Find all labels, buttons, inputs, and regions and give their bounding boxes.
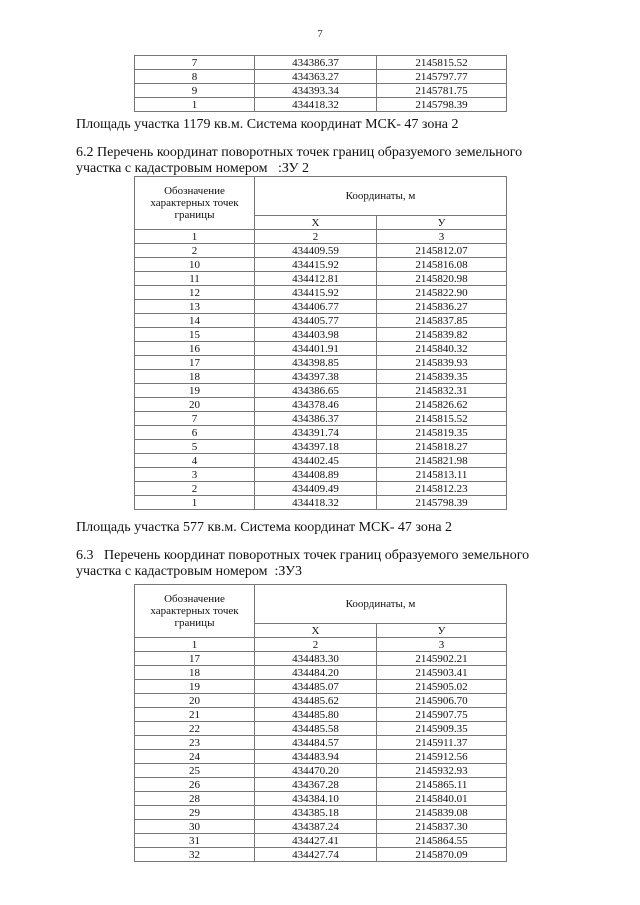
point-number-cell: 21: [135, 708, 255, 722]
column-number: 3: [377, 638, 507, 652]
x-coordinate-cell: 434415.92: [255, 286, 377, 300]
table-row: [135, 454, 507, 468]
y-coordinate-cell: 2145903.41: [377, 666, 507, 680]
point-number-cell: 14: [135, 314, 255, 328]
x-coordinate-cell: 434402.45: [255, 454, 377, 468]
column-header-coordinates: Координаты, м: [255, 585, 507, 624]
table-row: [135, 258, 507, 272]
point-number-cell: 19: [135, 680, 255, 694]
table-body: [135, 244, 507, 510]
table-row: [135, 468, 507, 482]
table-row: [135, 750, 507, 764]
x-coordinate-cell: 434386.37: [255, 412, 377, 426]
column-header-x: X: [255, 216, 377, 230]
table-body: [135, 652, 507, 862]
x-coordinate-cell: 434485.80: [255, 708, 377, 722]
point-number-cell: 1: [135, 496, 255, 510]
column-number: 1: [135, 638, 255, 652]
point-number-cell: 6: [135, 426, 255, 440]
x-coordinate-cell: 434397.18: [255, 440, 377, 454]
y-coordinate-cell: 2145781.75: [377, 84, 507, 98]
heading-line: 6.2 Перечень координат поворотных точек границ образуемого земельного: [76, 145, 523, 160]
x-coordinate-cell: 434409.49: [255, 482, 377, 496]
x-coordinate-cell: 434418.32: [255, 496, 377, 510]
y-coordinate-cell: 2145815.52: [377, 56, 507, 70]
point-number-cell: 5: [135, 440, 255, 454]
point-number-cell: 16: [135, 342, 255, 356]
y-coordinate-cell: 2145907.75: [377, 708, 507, 722]
table-row: [135, 694, 507, 708]
x-coordinate-cell: 434412.81: [255, 272, 377, 286]
column-header-coordinates: Координаты, м: [255, 177, 507, 216]
point-number-cell: 29: [135, 806, 255, 820]
point-number-cell: 17: [135, 652, 255, 666]
table-row: [135, 244, 507, 258]
point-number-cell: 15: [135, 328, 255, 342]
x-coordinate-cell: 434398.85: [255, 356, 377, 370]
y-coordinate-cell: 2145812.23: [377, 482, 507, 496]
x-coordinate-cell: 434485.07: [255, 680, 377, 694]
table-row: [135, 342, 507, 356]
y-coordinate-cell: 2145906.70: [377, 694, 507, 708]
y-coordinate-cell: 2145819.35: [377, 426, 507, 440]
point-number-cell: 28: [135, 792, 255, 806]
y-coordinate-cell: 2145905.02: [377, 680, 507, 694]
x-coordinate-cell: 434408.89: [255, 468, 377, 482]
area-statement-1: Площадь участка 1179 кв.м. Система координат МСК- 47 зона 2: [76, 117, 459, 132]
y-coordinate-cell: 2145839.35: [377, 370, 507, 384]
point-number-cell: 18: [135, 370, 255, 384]
y-coordinate-cell: 2145911.37: [377, 736, 507, 750]
x-coordinate-cell: 434418.32: [255, 98, 377, 112]
x-coordinate-cell: 434405.77: [255, 314, 377, 328]
x-coordinate-cell: 434415.92: [255, 258, 377, 272]
point-number-cell: 13: [135, 300, 255, 314]
x-coordinate-cell: 434397.38: [255, 370, 377, 384]
y-coordinate-cell: 2145820.98: [377, 272, 507, 286]
table-row: [135, 300, 507, 314]
section-heading-6-2: [76, 145, 586, 177]
point-number-cell: 25: [135, 764, 255, 778]
table-row: [135, 98, 507, 112]
heading-line: участка с кадастровым номером :ЗУ 2: [76, 161, 309, 176]
y-coordinate-cell: 2145864.55: [377, 834, 507, 848]
y-coordinate-cell: 2145821.98: [377, 454, 507, 468]
point-number-cell: 22: [135, 722, 255, 736]
y-coordinate-cell: 2145798.39: [377, 98, 507, 112]
x-coordinate-cell: 434403.98: [255, 328, 377, 342]
point-number-cell: 4: [135, 454, 255, 468]
point-number-cell: 9: [135, 84, 255, 98]
table-row: [135, 496, 507, 510]
column-header-points: Обозначение характерных точек границы: [135, 177, 255, 230]
column-number: 3: [377, 230, 507, 244]
point-number-cell: 31: [135, 834, 255, 848]
column-number: 1: [135, 230, 255, 244]
x-coordinate-cell: 434485.58: [255, 722, 377, 736]
point-number-cell: 10: [135, 258, 255, 272]
column-number: 2: [255, 230, 377, 244]
y-coordinate-cell: 2145840.01: [377, 792, 507, 806]
table-row: [135, 70, 507, 84]
y-coordinate-cell: 2145865.11: [377, 778, 507, 792]
table-row: [135, 736, 507, 750]
x-coordinate-cell: 434427.74: [255, 848, 377, 862]
x-coordinate-cell: 434367.28: [255, 778, 377, 792]
table-row: [135, 820, 507, 834]
column-header-points: Обозначение характерных точек границы: [135, 585, 255, 638]
y-coordinate-cell: 2145837.85: [377, 314, 507, 328]
point-number-cell: 12: [135, 286, 255, 300]
y-coordinate-cell: 2145812.07: [377, 244, 507, 258]
x-coordinate-cell: 434363.27: [255, 70, 377, 84]
point-number-cell: 7: [135, 412, 255, 426]
y-coordinate-cell: 2145839.82: [377, 328, 507, 342]
point-number-cell: 11: [135, 272, 255, 286]
table-row: [135, 722, 507, 736]
table-row: [135, 426, 507, 440]
table-row: [135, 482, 507, 496]
table-row: [135, 764, 507, 778]
x-coordinate-cell: 434483.30: [255, 652, 377, 666]
table-row: [135, 384, 507, 398]
x-coordinate-cell: 434393.34: [255, 84, 377, 98]
x-coordinate-cell: 434387.24: [255, 820, 377, 834]
x-coordinate-cell: 434385.18: [255, 806, 377, 820]
area-statement-2: Площадь участка 577 кв.м. Система координат МСК- 47 зона 2: [76, 520, 453, 535]
table-row: [135, 652, 507, 666]
x-coordinate-cell: 434386.37: [255, 56, 377, 70]
table-row: [135, 272, 507, 286]
y-coordinate-cell: 2145826.62: [377, 398, 507, 412]
y-coordinate-cell: 2145822.90: [377, 286, 507, 300]
y-coordinate-cell: 2145837.30: [377, 820, 507, 834]
y-coordinate-cell: 2145840.32: [377, 342, 507, 356]
column-number: 2: [255, 638, 377, 652]
table-row: [135, 328, 507, 342]
table-row: [135, 666, 507, 680]
table-row: [135, 848, 507, 862]
section-heading-6-3: [76, 548, 586, 580]
table-row: [135, 356, 507, 370]
table-row: [135, 834, 507, 848]
y-coordinate-cell: 2145836.27: [377, 300, 507, 314]
point-number-cell: 20: [135, 694, 255, 708]
table-row: [135, 314, 507, 328]
y-coordinate-cell: 2145797.77: [377, 70, 507, 84]
coordinates-table-continuation: [134, 55, 507, 112]
page-number: 7: [317, 28, 323, 40]
point-number-cell: 20: [135, 398, 255, 412]
x-coordinate-cell: 434391.74: [255, 426, 377, 440]
table-row: [135, 398, 507, 412]
point-number-cell: 8: [135, 70, 255, 84]
x-coordinate-cell: 434427.41: [255, 834, 377, 848]
point-number-cell: 2: [135, 482, 255, 496]
y-coordinate-cell: 2145816.08: [377, 258, 507, 272]
heading-line: участка с кадастровым номером :ЗУ3: [76, 564, 302, 579]
table-row: [135, 56, 507, 70]
x-coordinate-cell: 434484.57: [255, 736, 377, 750]
x-coordinate-cell: 434409.59: [255, 244, 377, 258]
x-coordinate-cell: 434484.20: [255, 666, 377, 680]
point-number-cell: 24: [135, 750, 255, 764]
column-header-y: У: [377, 624, 507, 638]
y-coordinate-cell: 2145815.52: [377, 412, 507, 426]
y-coordinate-cell: 2145818.27: [377, 440, 507, 454]
y-coordinate-cell: 2145798.39: [377, 496, 507, 510]
table-row: [135, 286, 507, 300]
x-coordinate-cell: 434406.77: [255, 300, 377, 314]
table-row: [135, 412, 507, 426]
coordinates-table-zu2: [134, 176, 507, 510]
x-coordinate-cell: 434470.20: [255, 764, 377, 778]
point-number-cell: 2: [135, 244, 255, 258]
table-row: [135, 708, 507, 722]
column-header-x: X: [255, 624, 377, 638]
table-row: [135, 792, 507, 806]
x-coordinate-cell: 434386.65: [255, 384, 377, 398]
y-coordinate-cell: 2145839.93: [377, 356, 507, 370]
table-row: [135, 84, 507, 98]
y-coordinate-cell: 2145870.09: [377, 848, 507, 862]
point-number-cell: 3: [135, 468, 255, 482]
x-coordinate-cell: 434485.62: [255, 694, 377, 708]
x-coordinate-cell: 434378.46: [255, 398, 377, 412]
coordinates-table-zu3: [134, 584, 507, 862]
table-row: [135, 778, 507, 792]
x-coordinate-cell: 434384.10: [255, 792, 377, 806]
y-coordinate-cell: 2145839.08: [377, 806, 507, 820]
table-body: [135, 56, 507, 112]
y-coordinate-cell: 2145909.35: [377, 722, 507, 736]
point-number-cell: 18: [135, 666, 255, 680]
y-coordinate-cell: 2145813.11: [377, 468, 507, 482]
point-number-cell: 32: [135, 848, 255, 862]
point-number-cell: 23: [135, 736, 255, 750]
table-row: [135, 680, 507, 694]
point-number-cell: 1: [135, 98, 255, 112]
table-row: [135, 806, 507, 820]
y-coordinate-cell: 2145902.21: [377, 652, 507, 666]
x-coordinate-cell: 434483.94: [255, 750, 377, 764]
point-number-cell: 26: [135, 778, 255, 792]
y-coordinate-cell: 2145912.56: [377, 750, 507, 764]
column-header-y: У: [377, 216, 507, 230]
y-coordinate-cell: 2145932.93: [377, 764, 507, 778]
x-coordinate-cell: 434401.91: [255, 342, 377, 356]
point-number-cell: 17: [135, 356, 255, 370]
table-row: [135, 370, 507, 384]
point-number-cell: 7: [135, 56, 255, 70]
point-number-cell: 19: [135, 384, 255, 398]
heading-line: 6.3 Перечень координат поворотных точек границ образуемого земельного: [76, 548, 530, 563]
y-coordinate-cell: 2145832.31: [377, 384, 507, 398]
table-row: [135, 440, 507, 454]
point-number-cell: 30: [135, 820, 255, 834]
